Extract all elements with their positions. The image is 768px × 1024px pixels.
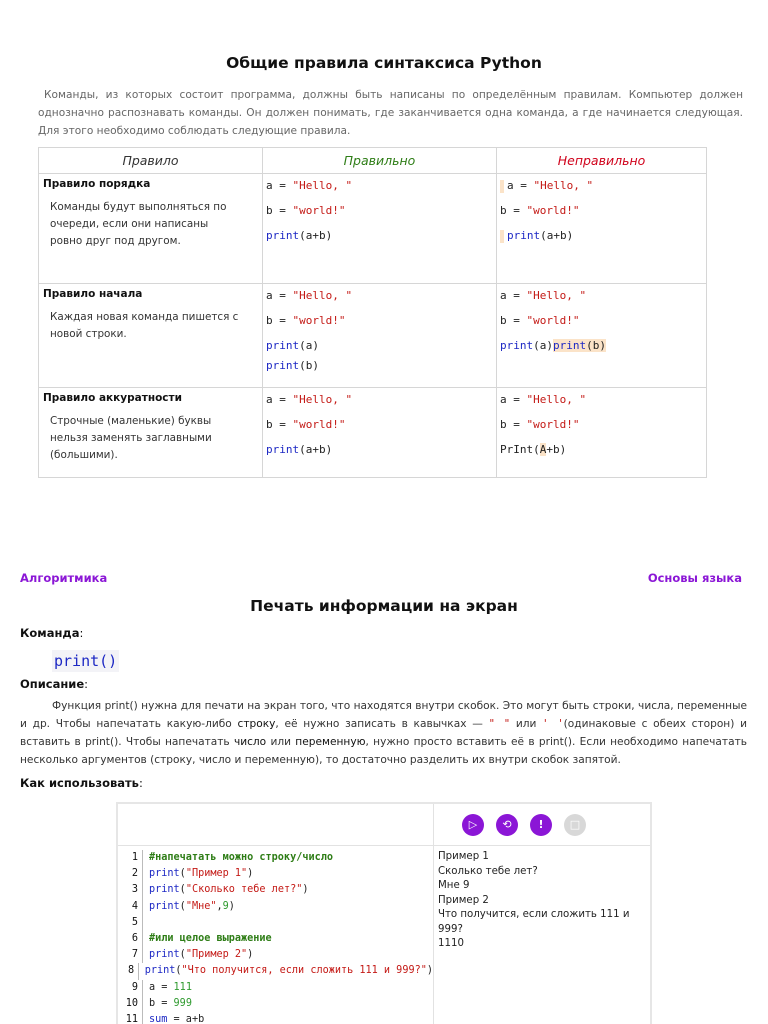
section-title-print: Печать информации на экран — [250, 597, 518, 615]
howto-label-row — [20, 776, 143, 790]
desc-text: , нужно просто вставить её в print(). Если необходимо напечатать несколько аргументов (строку, число и переменную), то достаточно разделить их внутри скобок запятой. — [20, 736, 747, 766]
code-text: b = — [266, 418, 293, 431]
code-keyword: print — [266, 443, 300, 456]
code-text: (b) — [586, 339, 606, 352]
code-area[interactable] — [118, 850, 433, 1024]
code-text: b = — [500, 314, 527, 327]
code-line[interactable] — [118, 947, 433, 963]
line-number: 8 — [127, 965, 135, 977]
rule-cell — [39, 388, 263, 478]
gutter — [142, 899, 145, 915]
code-text: (b) — [299, 359, 319, 372]
code-string: "world!" — [526, 204, 580, 217]
code-text: PrInt( — [500, 443, 540, 456]
code-text: a = — [500, 393, 527, 406]
howto-label: Как использовать — [20, 776, 139, 790]
exclamation-icon: ! — [538, 818, 544, 831]
code-line[interactable] — [118, 882, 433, 898]
code-text: (a) — [299, 339, 319, 352]
code-text: a = — [266, 393, 293, 406]
code-line[interactable] — [118, 915, 433, 931]
code-token: = a+b — [167, 1013, 205, 1024]
correct-example — [263, 174, 497, 284]
output-line: Мне 9 — [438, 880, 470, 891]
header-correct: Правильно — [263, 148, 497, 174]
double-quotes: " " — [488, 718, 511, 730]
code-token: "Пример 2" — [185, 949, 248, 961]
editor-divider — [433, 804, 434, 1024]
code-token: print — [149, 900, 180, 912]
rules-table — [38, 147, 707, 478]
code-token: ( — [179, 949, 186, 961]
code-token: "Сколько тебе лет?" — [185, 884, 303, 896]
table-row — [39, 174, 707, 284]
code-line[interactable] — [118, 1012, 433, 1024]
code-text: (a+b) — [299, 229, 333, 242]
code-text: a = — [507, 179, 534, 192]
gutter — [142, 915, 145, 931]
line-code — [149, 996, 192, 1012]
colon: : — [79, 626, 84, 640]
code-token: print — [149, 949, 180, 961]
output-line: Пример 1 — [438, 851, 489, 862]
rule-title: Правило порядка — [43, 178, 151, 190]
line-code — [149, 931, 272, 947]
code-token: "Мне" — [185, 900, 217, 912]
command-label-row — [20, 626, 83, 640]
rule-description: Команды будут выполняться по очереди, если они написаны ровно друг под другом. — [50, 201, 227, 247]
code-text: b = — [500, 204, 527, 217]
code-token: "Пример 1" — [185, 868, 248, 880]
code-token: , — [216, 900, 223, 912]
code-line[interactable] — [118, 996, 433, 1012]
error-highlight — [553, 339, 606, 352]
output-line: Сколько тебе лет? — [438, 865, 538, 877]
code-token: print — [149, 868, 180, 880]
code-token: ) — [247, 868, 254, 880]
code-keyword: print — [507, 229, 541, 242]
code-token: print — [149, 884, 180, 896]
info-button[interactable] — [530, 814, 552, 836]
header-wrong: Неправильно — [497, 148, 707, 174]
output-line: Что получится, если сложить 111 и 999? — [438, 909, 630, 935]
output-line: 1110 — [438, 938, 464, 949]
code-text: b = — [500, 418, 527, 431]
code-string: "Hello, " — [526, 289, 587, 302]
code-string: "Hello, " — [292, 289, 353, 302]
wrong-example — [497, 174, 707, 284]
line-number: 7 — [131, 949, 138, 961]
code-token: 999 — [173, 997, 192, 1009]
code-token: ) — [302, 884, 309, 896]
gutter — [138, 963, 141, 979]
code-line[interactable] — [118, 866, 433, 882]
code-line[interactable] — [118, 899, 433, 915]
table-header-row — [39, 148, 707, 174]
code-line[interactable] — [118, 931, 433, 947]
code-token: sum — [149, 1013, 168, 1024]
desc-text: или — [510, 718, 543, 730]
gutter — [142, 850, 145, 866]
rule-title: Правило начала — [43, 288, 143, 300]
code-string: "Hello, " — [292, 179, 353, 192]
desc-term: строку — [237, 718, 276, 730]
code-token: ( — [179, 884, 186, 896]
colon: : — [84, 677, 89, 691]
rule-cell — [39, 174, 263, 284]
code-string: "world!" — [292, 204, 346, 217]
code-text: +b) — [546, 443, 567, 456]
line-number: 6 — [131, 932, 138, 944]
line-code — [149, 866, 253, 882]
line-number: 3 — [131, 884, 138, 896]
code-text: a = — [266, 179, 293, 192]
rule-title: Правило аккуратности — [43, 392, 182, 404]
line-code — [149, 882, 309, 898]
line-number: 10 — [125, 997, 138, 1009]
code-token: #напечатать можно строку/число — [149, 852, 334, 863]
stop-button[interactable] — [564, 814, 586, 836]
run-button[interactable] — [462, 814, 484, 836]
code-token: ) — [228, 900, 235, 912]
output-console — [438, 850, 648, 952]
rule-description: Строчные (маленькие) буквы нельзя заменять заглавными (большими). — [50, 415, 212, 461]
code-editor-widget — [116, 802, 652, 1024]
gutter — [142, 882, 145, 898]
wrong-example — [497, 284, 707, 388]
indent-highlight — [500, 230, 504, 243]
code-text: a = — [500, 289, 527, 302]
print-description — [20, 697, 747, 769]
code-token: ) — [247, 949, 254, 961]
description-label: Описание — [20, 677, 85, 691]
code-token: "Что получится, если сложить 111 и 999?" — [181, 965, 427, 977]
code-token: ( — [179, 868, 186, 880]
code-token: 111 — [173, 981, 192, 993]
line-number: 1 — [131, 852, 138, 863]
command-label: Команда — [20, 626, 80, 640]
desc-text: (одинаковые с обеих сторон) и вставить в print(). Чтобы напечатать — [20, 718, 747, 748]
desc-text: Функция print() нужна для печати на экран того, что находятся внутри скобок. Это могут быть строки, числа, переменные и др. Чтобы напечатать какую-либо — [20, 700, 747, 730]
nav-link-algoritmika[interactable]: Алгоритмика — [20, 571, 108, 585]
code-text: (a) — [533, 339, 553, 352]
line-code — [149, 850, 333, 866]
gutter — [142, 1012, 145, 1024]
code-string: "world!" — [526, 314, 580, 327]
line-code — [149, 947, 253, 963]
code-line[interactable] — [118, 963, 433, 979]
play-icon: ▷ — [468, 818, 478, 831]
code-line[interactable] — [118, 850, 433, 866]
gutter — [142, 947, 145, 963]
indent-highlight — [500, 180, 504, 193]
reset-button[interactable] — [496, 814, 518, 836]
code-text: (a+b) — [540, 229, 574, 242]
stop-icon: □ — [569, 818, 581, 831]
colon: : — [138, 776, 143, 790]
line-code — [145, 963, 433, 979]
line-number: 5 — [131, 916, 138, 928]
code-token: 9 — [222, 900, 229, 912]
table-row — [39, 284, 707, 388]
code-text: b = — [266, 204, 293, 217]
gutter — [142, 996, 145, 1012]
desc-term: число — [233, 736, 267, 748]
desc-text: или — [266, 736, 296, 748]
code-keyword: print — [266, 339, 300, 352]
code-string: "world!" — [292, 314, 346, 327]
wrong-example — [497, 388, 707, 478]
line-code — [149, 980, 192, 996]
code-token: ( — [179, 900, 186, 912]
code-text: b = — [266, 314, 293, 327]
line-number: 4 — [131, 900, 138, 912]
line-number: 2 — [131, 868, 138, 880]
command-code: print() — [54, 652, 118, 670]
desc-text: , её нужно записать в кавычках — — [275, 718, 489, 730]
code-token: print — [144, 965, 176, 977]
correct-example — [263, 284, 497, 388]
syntax-intro: Команды, из которых состоит программа, должны быть написаны по определённым правилам. Компьютер должен однозначно распознавать команды. Он должен понимать, где заканчивается одна команда, а где начинается следующая. Для этого необходимо соблюдать следующие правила. — [38, 89, 743, 137]
code-keyword: print — [266, 359, 300, 372]
code-token: a = — [149, 981, 174, 993]
error-highlight: A — [539, 443, 547, 456]
code-text: a = — [266, 289, 293, 302]
code-token: ( — [175, 965, 182, 977]
output-line: Пример 2 — [438, 894, 489, 906]
line-number: 11 — [125, 1013, 138, 1024]
single-quotes: ' ' — [542, 718, 564, 730]
code-line[interactable] — [118, 980, 433, 996]
rule-description: Каждая новая команда пишется с новой строки. — [50, 311, 239, 340]
header-rule: Правило — [39, 148, 263, 174]
code-string: "Hello, " — [292, 393, 353, 406]
rule-cell — [39, 284, 263, 388]
gutter — [142, 931, 145, 947]
line-code — [149, 899, 235, 915]
code-string: "world!" — [526, 418, 580, 431]
code-string: "world!" — [292, 418, 346, 431]
code-string: "Hello, " — [533, 179, 594, 192]
description-label-row — [20, 677, 88, 691]
reset-icon: ⟲ — [502, 818, 512, 831]
code-token: #или целое выражение — [149, 932, 272, 944]
nav-link-language-basics[interactable]: Основы языка — [647, 571, 742, 585]
section-title-syntax: Общие правила синтаксиса Python — [226, 54, 542, 72]
gutter — [142, 980, 145, 996]
desc-term: переменную — [295, 736, 366, 748]
table-row — [39, 388, 707, 478]
code-token: b = — [149, 997, 174, 1009]
gutter — [142, 866, 145, 882]
line-code — [149, 1012, 204, 1024]
code-keyword: print — [553, 339, 587, 352]
correct-example — [263, 388, 497, 478]
line-number: 9 — [131, 981, 138, 993]
code-text: (a+b) — [299, 443, 333, 456]
code-string: "Hello, " — [526, 393, 587, 406]
code-keyword: print — [500, 339, 534, 352]
code-keyword: print — [266, 229, 300, 242]
code-token: ) — [426, 965, 433, 977]
